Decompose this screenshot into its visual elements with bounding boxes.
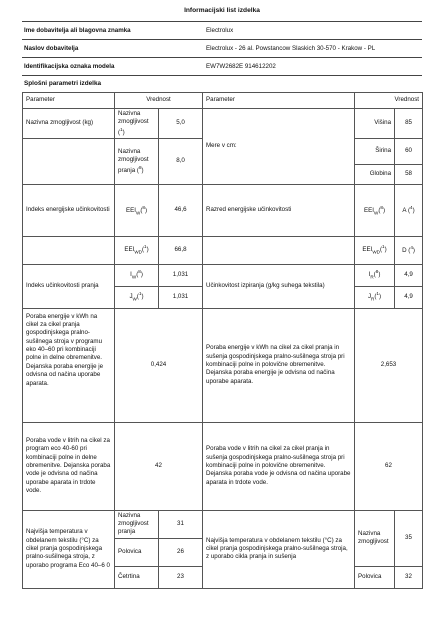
- temp-half-label: Polovica: [115, 538, 159, 566]
- capacity-label: Nazivna zmogljivost (kg): [23, 109, 115, 139]
- temp-quarter-label: Četrtina: [115, 566, 159, 588]
- width-label: Širina: [355, 139, 395, 165]
- table-row: [23, 308, 423, 422]
- energy-wash-dry-label: Poraba energije v kWh na cikel za cikel pranja in sušenja gospodinjskega pralno-sušilnega stroja pri kombinaciji polne in polovične obremenitve. Dejanska poraba energije je odvisna od načina uporabe aparata.: [203, 308, 355, 422]
- header-parameter-right: Parameter: [203, 93, 355, 109]
- supplier-address-row: [22, 40, 422, 58]
- table-row: [23, 510, 423, 538]
- temp-rated-label: Nazivna zmogljivost: [355, 510, 395, 566]
- table-row: [23, 236, 423, 264]
- dimensions-label: Mere v cm:: [203, 109, 355, 185]
- jw-label: $J_W(^1)$: [115, 286, 159, 308]
- class-w-value: A ($^4$): [395, 185, 423, 237]
- temp-full-label: Nazivna zmogljivost pranja: [115, 510, 159, 538]
- supplier-address-value: Electrolux - 26 al. Powstancow Slaskich 30-570 - Krakow - PL: [204, 40, 422, 58]
- height-value: 85: [395, 109, 423, 139]
- model-id-row: [22, 58, 422, 76]
- model-id-value: EW7W2682E 914612202: [204, 58, 422, 76]
- iw-label: $I_W(^8)$: [115, 264, 159, 286]
- eei-label-cont: [23, 236, 115, 264]
- energy-class-label-cont: [203, 236, 355, 264]
- header-value-right: Vrednost: [355, 93, 423, 109]
- model-id-label: Identifikacijska oznaka modela: [22, 58, 204, 76]
- iw-value: 1,031: [159, 264, 203, 286]
- class-wd-label: $EEI_{WD}(^1)$: [355, 236, 395, 264]
- height-label: Višina: [355, 109, 395, 139]
- eei-w-value: 46,6: [159, 185, 203, 237]
- capacity-washing-value: 8,0: [159, 139, 203, 185]
- table-header-row: [23, 93, 423, 109]
- energy-class-label: Razred energijske učinkovitosti: [203, 185, 355, 237]
- product-info-sheet: [22, 0, 422, 589]
- table-row: [23, 264, 423, 286]
- eei-wd-value: 66,8: [159, 236, 203, 264]
- supplier-name-label: Ime dobavitelja ali blagovna znamka: [22, 22, 204, 40]
- jr-label: $J_R(^1)$: [355, 286, 395, 308]
- class-w-label: $EEI_W(^8)$: [355, 185, 395, 237]
- energy-washing-label: Poraba energije v kWh na cikel za cikel pranja gospodinjskega pralno-sušilnega stroja v programu eko 40–60 pri kombinaciji polne in delne obremenitve. Dejanska poraba energije je odvisna od načina uporabe aparata.: [23, 308, 115, 422]
- eei-wd-label: $EEI_{WD}(^1)$: [115, 236, 159, 264]
- water-washing-label: Poraba vode v litrih na cikel za program eco 40-60 pri kombinaciji polne in delne obremenitve. Dejanska poraba vode je odvisna od načina uporabe aparata in trdote vode.: [23, 422, 115, 510]
- width-value: 60: [395, 139, 423, 165]
- supplier-name-value: Electrolux: [204, 22, 422, 40]
- header-parameter-left: Parameter: [23, 93, 115, 109]
- capacity-rated-label: Nazivna zmogljivost ($^1$): [115, 109, 159, 139]
- table-row: [23, 185, 423, 237]
- capacity-rated-value: 5,0: [159, 109, 203, 139]
- depth-value: 58: [395, 165, 423, 185]
- class-wd-value: D ($^4$): [395, 236, 423, 264]
- table-row: [23, 109, 423, 139]
- ir-value: 4,9: [395, 264, 423, 286]
- rinsing-label: Učinkovitost izpiranja (g/kg suhega tekstila): [203, 264, 355, 308]
- jw-value: 1,031: [159, 286, 203, 308]
- capacity-washing-label: Nazivna zmogljivost pranja ($^8$): [115, 139, 159, 185]
- temp-half-label-right: Polovica: [355, 566, 395, 588]
- supplier-name-row: [22, 22, 422, 40]
- energy-washing-value: 0,424: [115, 308, 203, 422]
- section-heading: Splošni parametri izdelka: [24, 80, 102, 87]
- sheet-title: Informacijski list izdelka: [22, 0, 422, 22]
- temp-quarter-value: 23: [159, 566, 203, 588]
- water-wash-dry-label: Poraba vode v litrih na cikel za cikel pranja in sušenja gospodinjskega pralno-sušilnega stroja pri kombinaciji polne in polovične obremenitve. Dejanska poraba vode je odvisna od načina uporabe aparata in trdote vode.: [203, 422, 355, 510]
- temp-wash-dry-label: Najvišja temperatura v obdelanem tekstilu (°C) za cikel pranja gospodinjskega pralno-sušilnega stroja, z uporabo cikla pranja in sušenja: [203, 510, 355, 588]
- ir-label: $I_R(^8)$: [355, 264, 395, 286]
- eei-w-label: $EEI_W(^8)$: [115, 185, 159, 237]
- supplier-address-label: Naslov dobavitelja: [22, 40, 204, 58]
- temp-rated-value: 35: [395, 510, 423, 566]
- header-value-left: Vrednost: [115, 93, 203, 109]
- depth-label: Globina: [355, 165, 395, 185]
- temp-washing-label: Najvišja temperatura v obdelanem tekstilu (°C) za cikel pranja gospodinjskega pralno-sušilnega stroja, z uporabo programa Eco 40–6 0: [23, 510, 115, 588]
- parameters-table-lower: [22, 236, 423, 589]
- temp-full-value: 31: [159, 510, 203, 538]
- washing-index-label: Indeks učinkovitosti pranja: [23, 264, 115, 308]
- eei-label: Indeks energijske učinkovitosti: [23, 185, 115, 237]
- parameters-table: [22, 92, 423, 237]
- supplier-info-table: [22, 22, 422, 76]
- water-washing-value: 42: [115, 422, 203, 510]
- water-wash-dry-value: 62: [355, 422, 423, 510]
- capacity-label-cont: [23, 139, 115, 185]
- temp-half-value-right: 32: [395, 566, 423, 588]
- temp-half-value: 26: [159, 538, 203, 566]
- jr-value: 4,9: [395, 286, 423, 308]
- table-row: [23, 422, 423, 510]
- energy-wash-dry-value: 2,653: [355, 308, 423, 422]
